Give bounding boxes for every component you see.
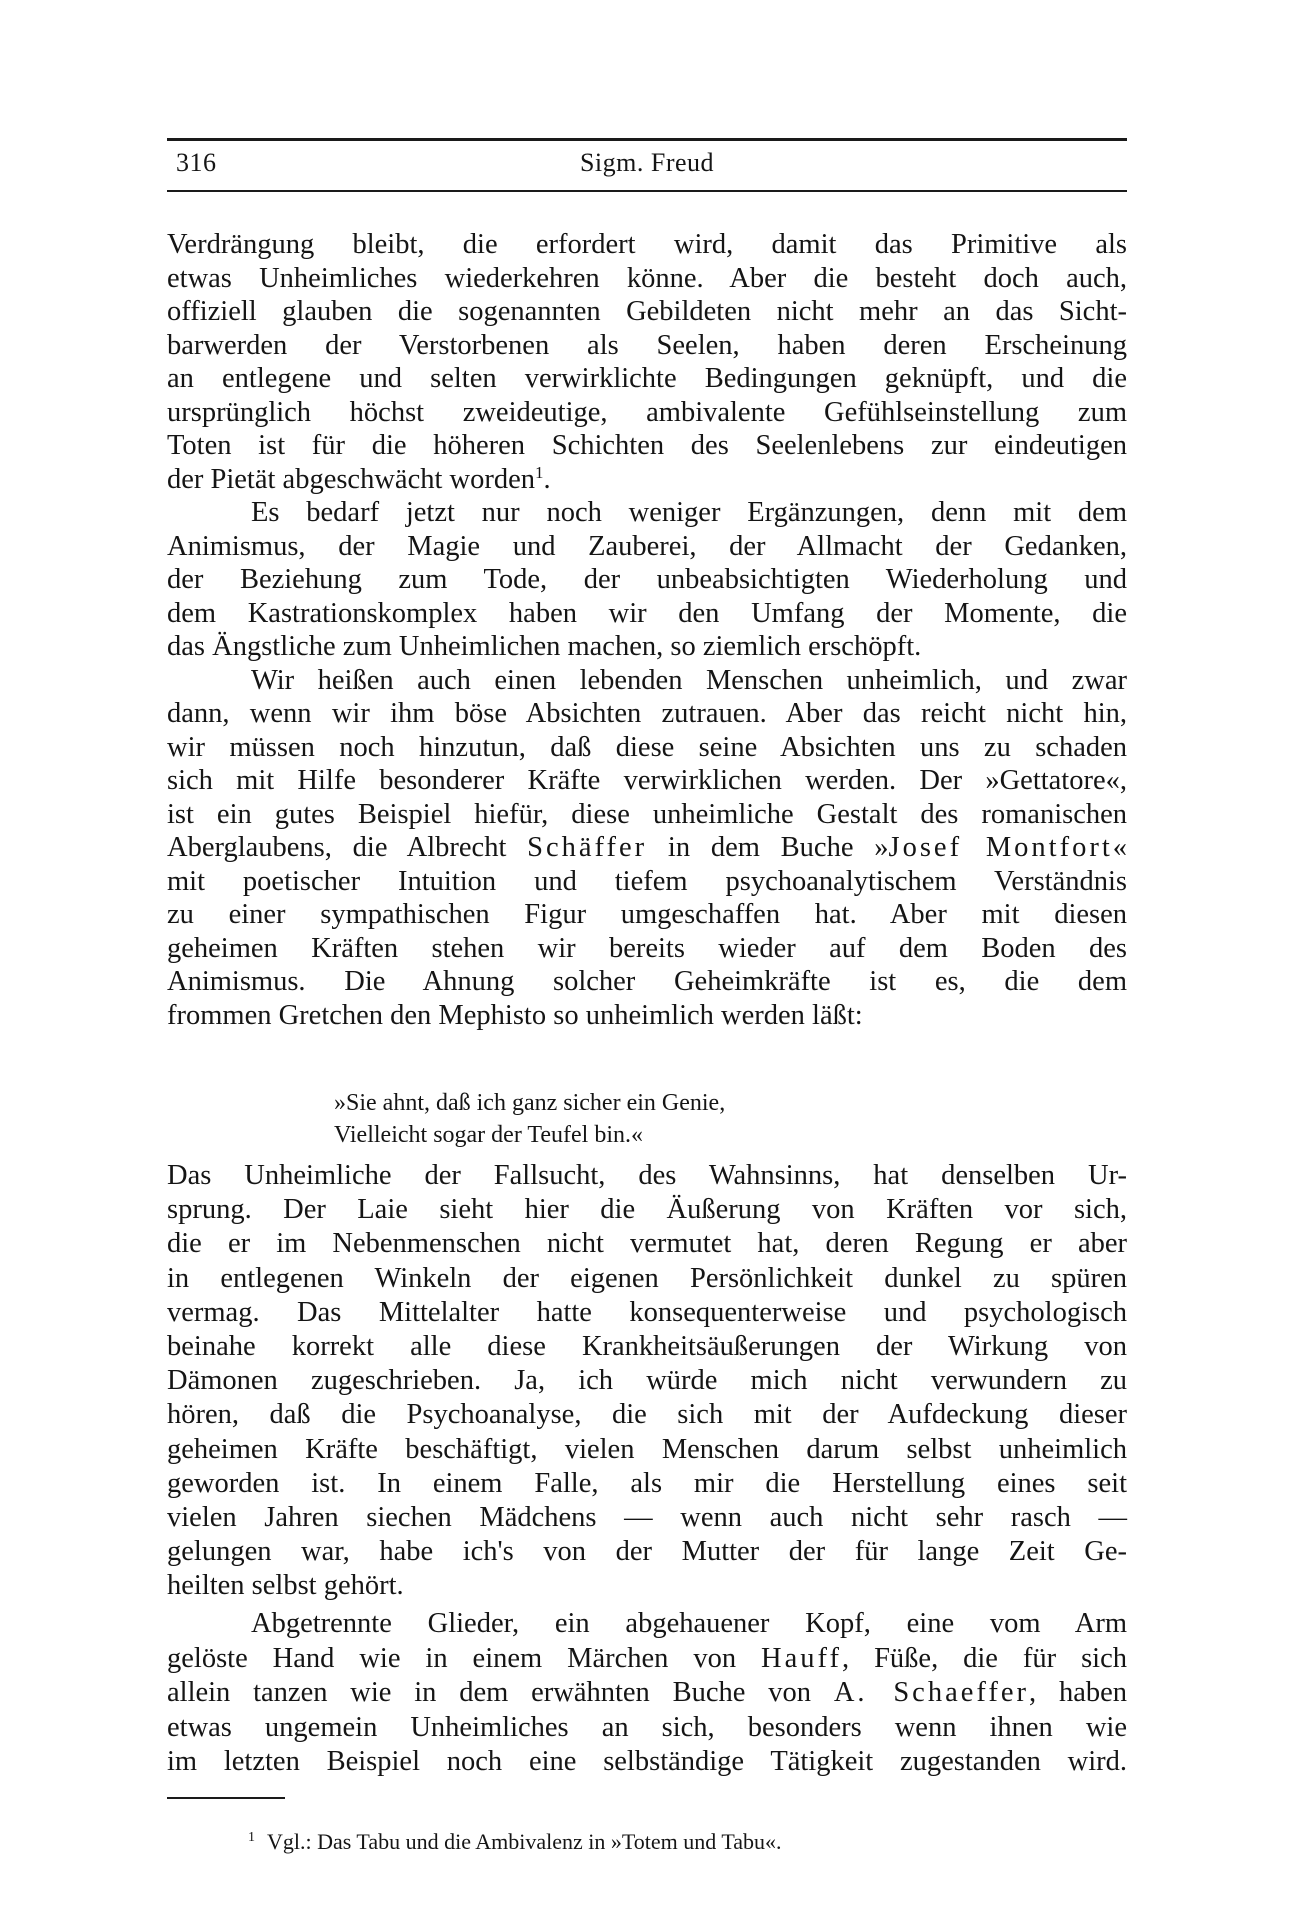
text-line: dann, wenn wir ihm böse Absichten zutrauen. Aber das reicht nicht hin, — [167, 698, 1127, 729]
header-top-rule — [167, 138, 1127, 141]
text-line: hören, daß die Psychoanalyse, die sich mit der Aufdeckung dieser — [167, 1399, 1127, 1431]
header-bottom-rule — [167, 190, 1127, 192]
footnote — [248, 1829, 782, 1855]
text-line: vielen Jahren siechen Mädchens — wenn auch nicht sehr rasch — — [167, 1501, 1127, 1533]
quote-line: »Sie ahnt, daß ich ganz sicher ein Genie, — [334, 1090, 726, 1116]
text-fragment: in dem Buche » — [647, 832, 889, 863]
text-line: Es bedarf jetzt nur noch weniger Ergänzungen, denn mit dem — [251, 497, 1127, 528]
text-line: ursprünglich höchst zweideutige, ambivalente Gefühlseinstellung zum — [167, 396, 1127, 428]
book-title: Josef Montfort — [888, 832, 1113, 863]
text-line — [167, 1642, 1127, 1677]
text-line: in entlegenen Winkeln der eigenen Persönlichkeit dunkel zu spüren — [167, 1262, 1127, 1294]
text-line: sprung. Der Laie sieht hier die Äußerung von Kräften vor sich, — [167, 1194, 1127, 1226]
author-name: Hauff — [761, 1642, 842, 1674]
text-line: dem Kastrationskomplex haben wir den Umfang der Momente, die — [167, 597, 1127, 629]
text-line: frommen Gretchen den Mephisto so unheimlich werden läßt: — [167, 999, 863, 1031]
text-line: im letzten Beispiel noch eine selbständige Tätigkeit zugestanden wird. — [167, 1746, 1127, 1777]
text-line: Dämonen zugeschrieben. Ja, ich würde mich nicht verwundern zu — [167, 1365, 1127, 1397]
text-line: die er im Nebenmenschen nicht vermutet hat, deren Regung er aber — [167, 1228, 1127, 1260]
author-name: Schäffer — [527, 832, 648, 863]
text-block-after-quote — [167, 1159, 1127, 1603]
footnote-reference[interactable]: 1 — [534, 462, 544, 482]
text-fragment: , haben — [1029, 1677, 1127, 1708]
text-line: mit poetischer Intuition und tiefem psychoanalytischem Verständnis — [167, 865, 1127, 897]
text-line: vermag. Das Mittelalter hatte konsequenterweise und psychologisch — [167, 1296, 1127, 1328]
text-line: Toten ist für die höheren Schichten des Seelenlebens zur eindeutigen — [167, 430, 1127, 461]
footnote-marker: 1 — [248, 1830, 255, 1845]
text-line: wir müssen noch hinzutun, daß diese seine Absichten uns zu schaden — [167, 731, 1127, 763]
text-fragment: « — [1112, 832, 1127, 863]
text-line: Animismus. Die Ahnung solcher Geheimkräfte ist es, die dem — [167, 966, 1127, 997]
text-line: das Ängstliche zum Unheimlichen machen, so ziemlich erschöpft. — [167, 631, 922, 662]
text-line: etwas ungemein Unheimliches an sich, besonders wenn ihnen wie — [167, 1711, 1127, 1743]
text-fragment: , Füße, die für sich — [842, 1642, 1127, 1674]
footnote-separator — [167, 1797, 285, 1799]
quote-line: Vielleicht sogar der Teufel bin.« — [334, 1122, 643, 1148]
main-text-block — [167, 228, 1127, 1032]
text-line: Das Unheimliche der Fallsucht, des Wahnsinns, hat denselben Ur- — [167, 1160, 1127, 1191]
text-line — [167, 831, 1127, 865]
text-line: zu einer sympathischen Figur umgeschaffen hat. Aber mit diesen — [167, 899, 1127, 930]
text-line: beinahe korrekt alle diese Krankheitsäußerungen der Wirkung von — [167, 1330, 1127, 1362]
text-line: gelungen war, habe ich's von der Mutter der für lange Zeit Ge- — [167, 1536, 1127, 1568]
text-line — [167, 463, 1127, 497]
text-line: Verdrängung bleibt, die erfordert wird, damit das Primitive als — [167, 229, 1127, 260]
text-fragment: der Pietät abgeschwächt worden — [167, 463, 535, 495]
text-fragment: . — [543, 463, 551, 495]
text-line: geheimen Kräfte beschäftigt, vielen Menschen darum selbst unheimlich — [167, 1433, 1127, 1465]
text-line: an entlegene und selten verwirklichte Bedingungen geknüpft, und die — [167, 363, 1127, 394]
text-line: Abgetrennte Glieder, ein abgehauener Kopf, eine vom Arm — [251, 1608, 1127, 1639]
text-line — [167, 1676, 1127, 1711]
text-fragment: Aberglaubens, die Albrecht — [167, 832, 528, 863]
text-line: geworden ist. In einem Falle, als mir die Herstellung eines seit — [167, 1467, 1127, 1499]
text-line: etwas Unheimliches wiederkehren könne. Aber die besteht doch auch, — [167, 262, 1127, 294]
final-paragraph — [167, 1607, 1127, 1780]
page-number: 316 — [176, 148, 217, 177]
text-line: Animismus, der Magie und Zauberei, der Allmacht der Gedanken, — [167, 530, 1127, 562]
text-line: ist ein gutes Beispiel hiefür, diese unheimliche Gestalt des romanischen — [167, 798, 1127, 830]
running-head: Sigm. Freud — [579, 148, 715, 177]
text-line: geheimen Kräften stehen wir bereits wieder auf dem Boden des — [167, 932, 1127, 964]
footnote-text: Vgl.: Das Tabu und die Ambivalenz in »Totem und Tabu«. — [267, 1829, 782, 1854]
author-name: A. Schaeffer — [833, 1677, 1029, 1708]
text-line: sich mit Hilfe besonderer Kräfte verwirklichen werden. Der »Gettatore«, — [167, 765, 1127, 796]
text-line: Wir heißen auch einen lebenden Menschen unheimlich, und zwar — [251, 664, 1127, 696]
text-fragment: gelöste Hand wie in einem Märchen von — [167, 1642, 762, 1674]
text-line: barwerden der Verstorbenen als Seelen, haben deren Erscheinung — [167, 329, 1127, 361]
text-fragment: allein tanzen wie in dem erwähnten Buche von — [167, 1677, 834, 1708]
text-line: der Beziehung zum Tode, der unbeabsichtigten Wiederholung und — [167, 564, 1127, 595]
text-line: offiziell glauben die sogenannten Gebildeten nicht mehr an das Sicht- — [167, 296, 1127, 327]
text-line: heilten selbst gehört. — [167, 1570, 404, 1602]
verse-quotation — [334, 1087, 1034, 1151]
